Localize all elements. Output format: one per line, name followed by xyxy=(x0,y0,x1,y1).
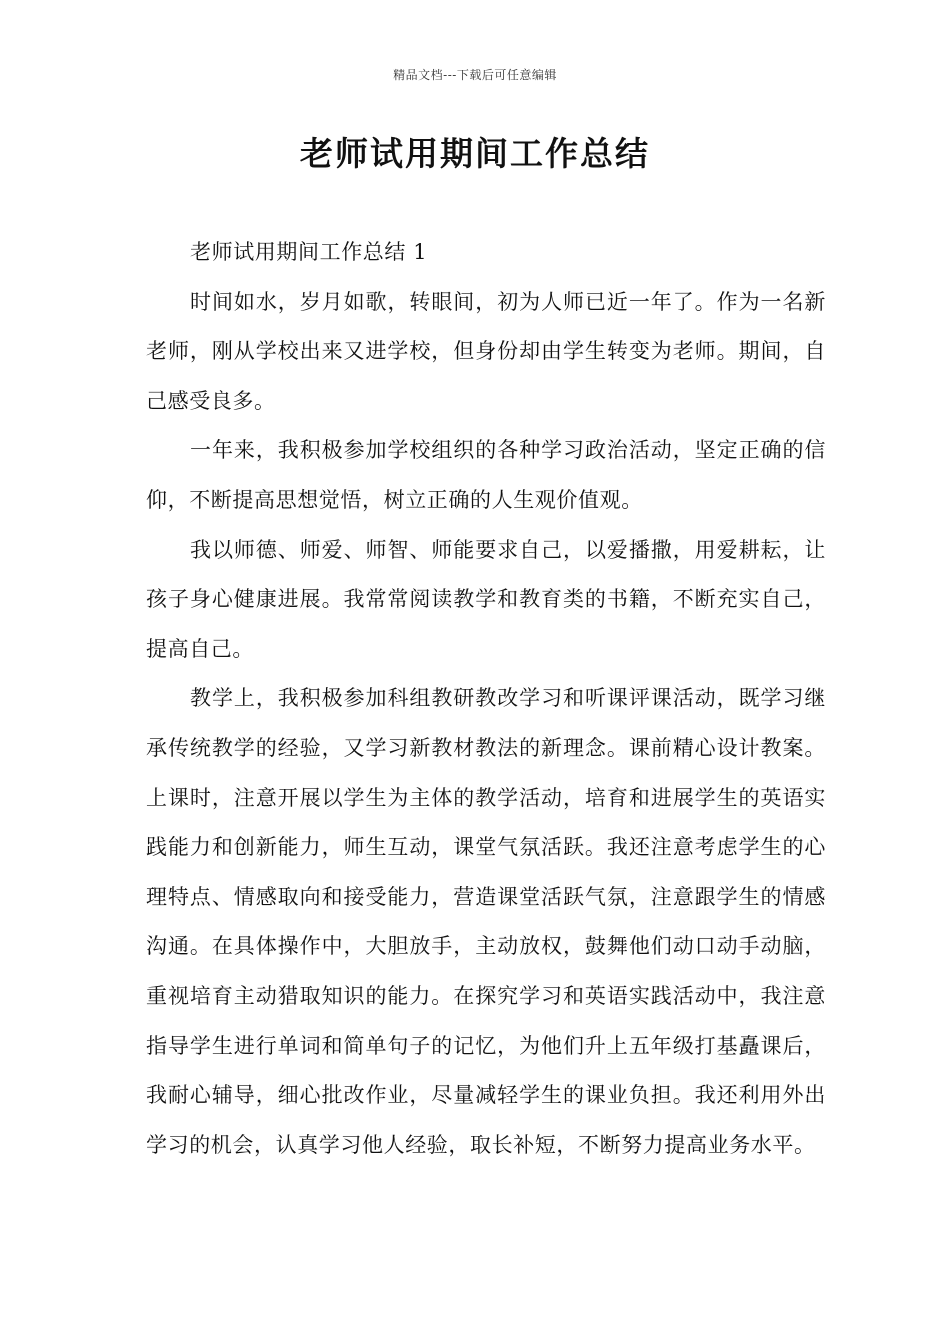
paragraph-ethics: 我以师德、师爱、师智、师能要求自己，以爱播撒，用爱耕耘，让孩子身心健康进展。我常常阅读教学和教育类的书籍，不断充实自己，提高自己。 xyxy=(146,537,826,661)
document-body xyxy=(146,228,826,1170)
paragraph-teaching: 教学上，我积极参加科组教研教改学习和听课评课活动，既学习继承传统教学的经验，又学习新教材教法的新理念。课前精心设计教案。上课时，注意开展以学生为主体的教学活动，培育和进展学生的英语实践能力和创新能力，师生互动，课堂气氛活跃。我还注意考虑学生的心理特点、情感取向和接受能力，营造课堂活跃气氛，注意跟学生的情感沟通。在具体操作中，大胆放手，主动放权，鼓舞他们动口动手动脑，重视培育主动猎取知识的能力。在探究学习和英语实践活动中，我注意指导学生进行单词和简单句子的记忆，为他们升上五年级打基矗课后，我耐心辅导，细心批改作业，尽量减轻学生的课业负担。我还利用外出学习的机会，认真学习他人经验，取长补短，不断努力提高业务水平。 xyxy=(146,686,826,1157)
paragraph-intro: 时间如水，岁月如歌，转眼间，初为人师已近一年了。作为一名新老师，刚从学校出来又进学校，但身份却由学生转变为老师。期间，自己感受良多。 xyxy=(146,289,826,413)
section-heading: 老师试用期间工作总结 1 xyxy=(190,240,428,264)
header-note: 精品文档---下载后可任意编辑 xyxy=(393,68,557,82)
document-title: 老师试用期间工作总结 xyxy=(300,134,650,173)
paragraph-politics: 一年来，我积极参加学校组织的各种学习政治活动，坚定正确的信仰，不断提高思想觉悟，树立正确的人生观价值观。 xyxy=(146,438,826,512)
